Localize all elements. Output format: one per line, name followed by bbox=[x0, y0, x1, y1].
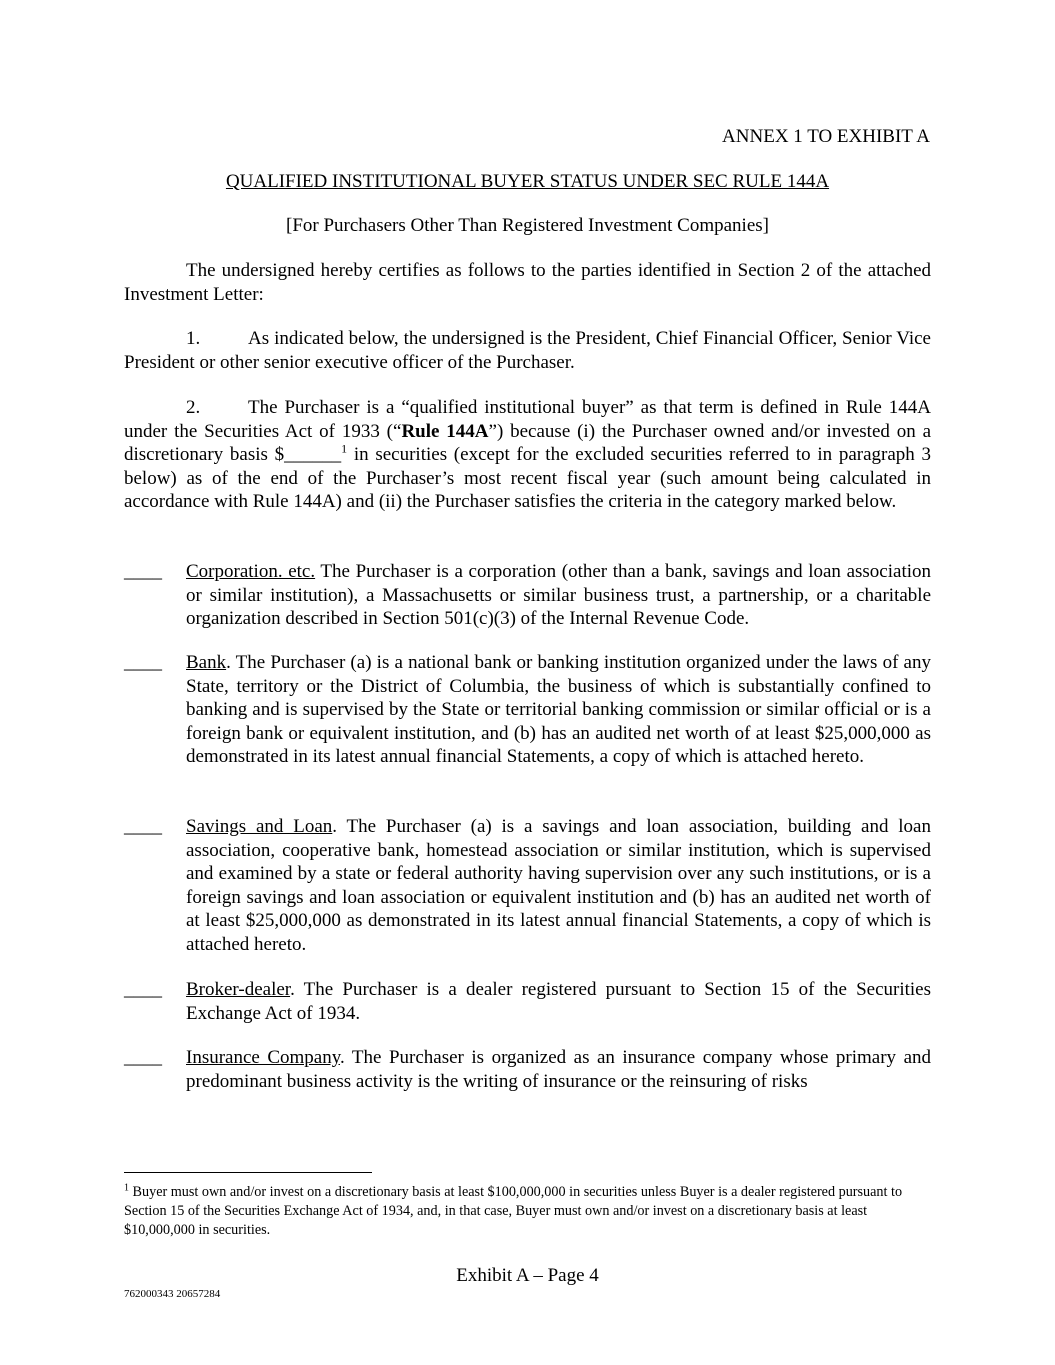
category-label: Savings and Loan bbox=[186, 816, 333, 837]
footnote-reference: 1 bbox=[341, 441, 348, 456]
category-corporation bbox=[124, 560, 931, 631]
defined-term: Rule 144A bbox=[401, 420, 489, 442]
category-text: . The Purchaser is a dealer registered pursuant to Section 15 of the Securities Exchange Act of 1934. bbox=[186, 979, 931, 1024]
checkbox-blank[interactable]: ____ bbox=[124, 816, 162, 837]
checkbox-blank[interactable]: ____ bbox=[124, 652, 162, 673]
intro-paragraph bbox=[124, 259, 931, 306]
page-footer: Exhibit A – Page 4 bbox=[456, 1265, 599, 1286]
category-bank bbox=[124, 651, 931, 769]
footnote-marker: 1 bbox=[124, 1182, 129, 1194]
paragraph-text-b: ”) because (i) the Purchaser owned and/or invested on a discretionary basis $______ bbox=[124, 420, 931, 465]
category-savings-and-loan bbox=[124, 815, 931, 956]
category-label: Corporation. etc. bbox=[186, 561, 316, 582]
category-label: Broker-dealer bbox=[186, 979, 291, 1000]
footnote-divider bbox=[124, 1172, 372, 1173]
page-subtitle: [For Purchasers Other Than Registered Investment Companies] bbox=[286, 215, 769, 236]
category-insurance-company bbox=[124, 1046, 931, 1093]
footnote-text: Buyer must own and/or invest on a discretionary basis at least $100,000,000 in securities unless Buyer is a dealer registered pursuant to Section 15 of the Securities Exchange Act of 1934, and, in that case, Buyer must own and/or invest on a discretionary basis at least $10,000,000 in securities. bbox=[124, 1184, 903, 1238]
paragraph-number: 2. bbox=[186, 397, 201, 418]
intro-text: The undersigned hereby certifies as follows to the parties identified in Section 2 of the attached Investment Letter: bbox=[124, 260, 931, 305]
paragraph-text-c: in securities (except for the excluded securities referred to in paragraph 3 below) as of the end of the Purchaser’s most recent fiscal year (such amount being calculated in accordance with Rule 144A) and (ii) the Purchaser satisfies the criteria in the category marked below. bbox=[124, 444, 931, 512]
category-label: Bank bbox=[186, 652, 227, 673]
category-label: Insurance Company bbox=[186, 1047, 341, 1068]
paragraph-number: 1. bbox=[186, 328, 201, 349]
checkbox-blank[interactable]: ____ bbox=[124, 561, 162, 582]
category-text: . The Purchaser (a) is a savings and loan association, building and loan association, cooperative bank, homestead association or similar institution, which is supervised and examined by a state or federal authority having supervision over any such institutions, or is a foreign savings and loan association or equivalent institution and (b) has an audited net worth of at least $25,000,000 as demonstrated in its latest annual financial Statements, a copy of which is attached hereto. bbox=[186, 816, 931, 955]
paragraph-1 bbox=[124, 327, 931, 374]
category-text: The Purchaser is a corporation (other than a bank, savings and loan association or similar institution), a Massachusetts or similar business trust, a partnership, or a charitable organization described in Section 501(c)(3) of the Internal Revenue Code. bbox=[186, 561, 931, 629]
checkbox-blank[interactable]: ____ bbox=[124, 979, 162, 1000]
category-text: . The Purchaser is organized as an insurance company whose primary and predominant business activity is the writing of insurance or the reinsuring of risks bbox=[186, 1047, 931, 1092]
category-text: . The Purchaser (a) is a national bank or banking institution organized under the laws of any State, territory or the District of Columbia, the business of which is substantially confined to banking and is supervised by the State or territorial banking commission or similar official or is a foreign bank or equivalent institution, and (b) has an audited net worth of at least $25,000,000 as demonstrated in its latest annual financial Statements, a copy of which is attached hereto. bbox=[186, 652, 931, 767]
page-title: QUALIFIED INSTITUTIONAL BUYER STATUS UNDER SEC RULE 144A bbox=[225, 171, 830, 192]
checkbox-blank[interactable]: ____ bbox=[124, 1047, 162, 1068]
paragraph-text: As indicated below, the undersigned is the President, Chief Financial Officer, Senior Vice President or other senior executive officer of the Purchaser. bbox=[124, 328, 931, 373]
category-broker-dealer bbox=[124, 978, 931, 1025]
paragraph-2 bbox=[124, 396, 931, 514]
paragraph-text-a: The Purchaser is a “qualified institutional buyer” as that term is defined in Rule 144A under the Securities Act of 1933 (“ bbox=[124, 397, 931, 442]
document-id: 762000343 20657284 bbox=[124, 1288, 221, 1300]
footnote bbox=[124, 1183, 924, 1240]
annex-heading: ANNEX 1 TO EXHIBIT A bbox=[722, 126, 930, 147]
